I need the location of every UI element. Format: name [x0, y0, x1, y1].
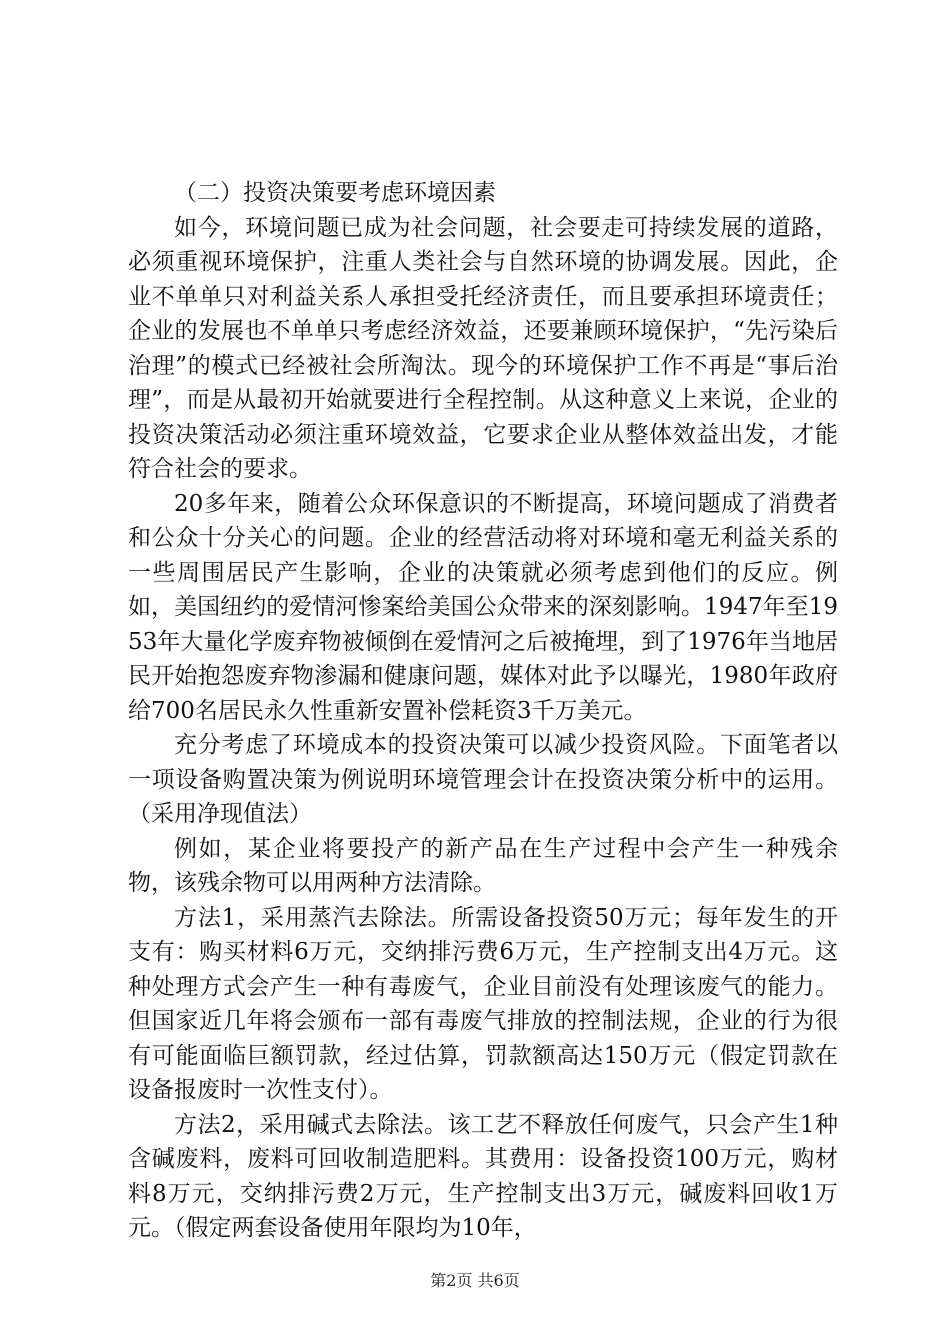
- page-number-footer: 第2页 共6页: [430, 1271, 520, 1290]
- paragraph-love-canal-case: 20多年来，随着公众环保意识的不断提高，环境问题成了消费者和公众十分关心的问题。企业的经营活动将对环境和毫无利益关系的一些周围居民产生影响，企业的决策就必须考虑到他们的反应。例如，美国纽约的爱情河惨案给美国公众带来的深刻影响。1947年至1953年大量化学废弃物被倾倒在爱情河之后被掩埋，到了1976年当地居民开始抱怨废弃物渗漏和健康问题，媒体对此予以曝光，1980年政府给700名居民永久性重新安置补偿耗资3千万美元。: [128, 490, 838, 724]
- section-heading: （二）投资决策要考虑环境因素: [174, 180, 496, 206]
- paragraph-environment-problem: 如今，环境问题已成为社会问题，社会要走可持续发展的道路，必须重视环境保护，注重人类社会与自然环境的协调发展。因此，企业不单单只对利益关系人承担受托经济责任，而且要承担环境责任；企业的发展也不单单只考虑经济效益，还要兼顾环境保护，“先污染后治理”的模式已经被社会所淘汰。现今的环境保护工作不再是“事后治理”，而是从最初开始就要进行全程控制。从这种意义上来说，企业的投资决策活动必须注重环境效益，它要求企业从整体效益出发，才能符合社会的要求。: [128, 214, 838, 482]
- paragraph-example-intro: 例如，某企业将要投产的新产品在生产过程中会产生一种残余物，该残余物可以用两种方法清除。: [128, 835, 838, 896]
- document-body: [128, 176, 838, 1246]
- paragraph-investment-risk: 充分考虑了环境成本的投资决策可以减少投资风险。下面笔者以一项设备购置决策为例说明环境管理会计在投资决策分析中的运用。（采用净现值法）: [128, 732, 838, 827]
- paragraph-method-2: 方法2，采用碱式去除法。该工艺不释放任何废气，只会产生1种含碱废料，废料可回收制造肥料。其费用：设备投资100万元，购材料8万元，交纳排污费2万元，生产控制支出3万元，碱废料回收1万元。（假定两套设备使用年限均为10年，: [128, 1111, 838, 1241]
- paragraph-method-1: 方法1，采用蒸汽去除法。所需设备投资50万元；每年发生的开支有：购买材料6万元，交纳排污费6万元，生产控制支出4万元。这种处理方式会产生一种有毒废气，企业目前没有处理该废气的能力。但国家近几年将会颁布一部有毒废气排放的控制法规，企业的行为很有可能面临巨额罚款，经过估算，罚款额高达150万元（假定罚款在设备报废时一次性支付）。: [128, 904, 838, 1103]
